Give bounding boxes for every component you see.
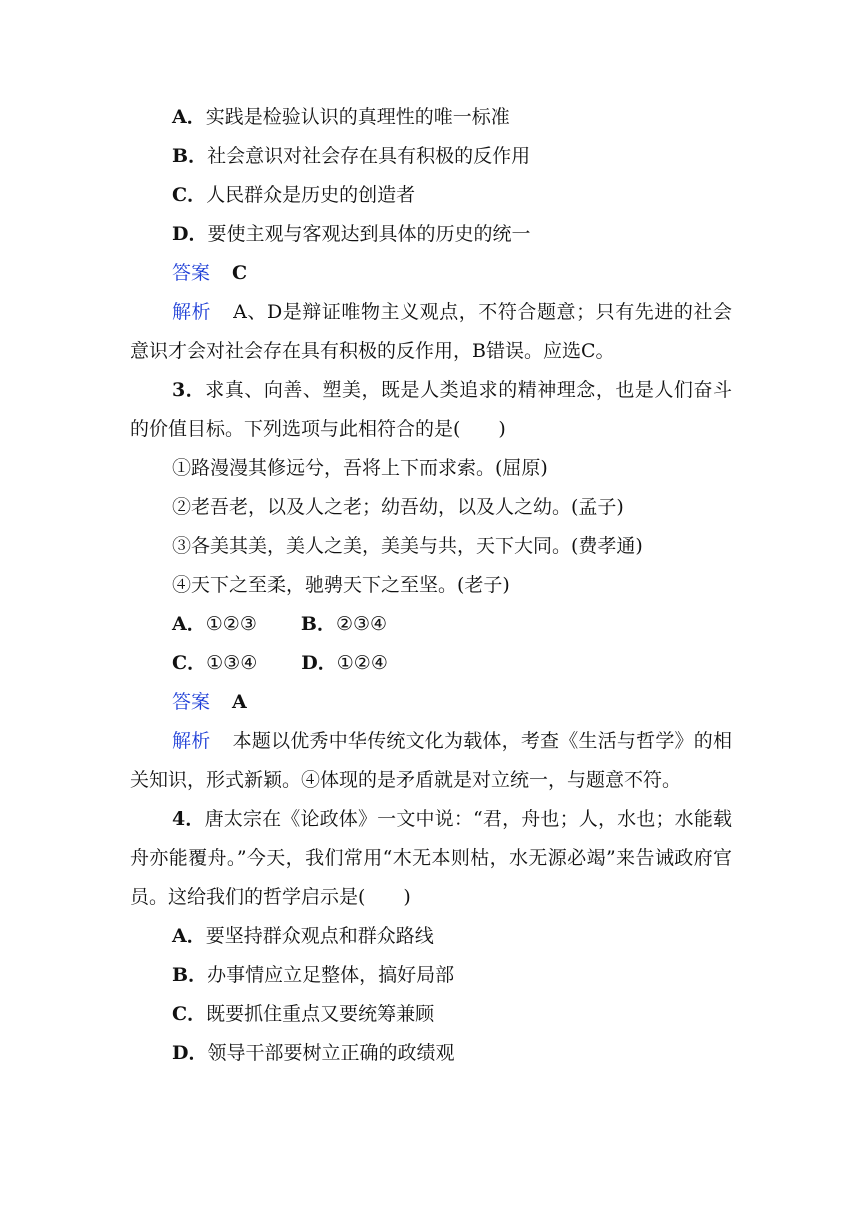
option-letter: A <box>172 925 187 947</box>
q2-option-a: A．实践是检验认识的真理性的唯一标准 <box>172 106 510 128</box>
option-letter: C <box>172 184 188 206</box>
analysis-label: 解析 <box>172 301 212 323</box>
option-letter: D <box>172 1042 189 1064</box>
option-letter: C <box>172 1003 188 1025</box>
answer-value: C <box>232 262 248 284</box>
q3-item-1: ①路漫漫其修远兮，吾将上下而求索。(屈原) <box>172 457 548 479</box>
question-number: 4 <box>172 808 186 830</box>
option-text: 社会意识对社会存在具有积极的反作用 <box>207 145 531 167</box>
q3-options-row-1: A．①②③ B．②③④ <box>172 613 388 635</box>
option-letter: B <box>172 964 189 986</box>
option-text: 既要抓住重点又要统筹兼顾 <box>206 1003 435 1025</box>
q4-option-c: C．既要抓住重点又要统筹兼顾 <box>172 1003 435 1025</box>
option-text: 要使主观与客观达到具体的历史的统一 <box>207 223 531 245</box>
option-letter: B <box>172 145 189 167</box>
option-text: 实践是检验认识的真理性的唯一标准 <box>205 106 510 128</box>
q4-option-b: B．办事情应立足整体，搞好局部 <box>172 964 455 986</box>
q3-item-2: ②老吾老，以及人之老；幼吾幼，以及人之幼。(孟子) <box>172 496 624 518</box>
question-stem: 求真、向善、塑美，既是人类追求的精神理念，也是人们奋斗的价值目标。下列选项与此相符合的是( ) <box>130 379 732 440</box>
q2-option-c: C．人民群众是历史的创造者 <box>172 184 416 206</box>
q3-item-3: ③各美其美，美人之美，美美与共，天下大同。(费孝通) <box>172 535 643 557</box>
answer-label: 答案 <box>172 262 211 284</box>
option-text: ①③④ <box>206 652 258 674</box>
q4-stem: 4．唐太宗在《论政体》一文中说：“君，舟也；人，水也；水能载舟亦能覆舟。”今天，我们常用“木无本则枯，水无源必竭”来告诫政府官员。这给我们的哲学启示是( ) <box>130 808 732 908</box>
answer-value: A <box>232 691 247 713</box>
option-letter: A <box>172 613 187 635</box>
option-letter: D <box>301 652 318 674</box>
q3-answer <box>130 683 732 722</box>
q3-analysis <box>130 722 732 800</box>
q2-analysis <box>130 293 732 371</box>
option-letter: C <box>172 652 188 674</box>
answer-label: 答案 <box>172 691 211 713</box>
analysis-label: 解析 <box>172 730 211 752</box>
q4-option-d: D．领导干部要树立正确的政绩观 <box>172 1042 455 1064</box>
option-text: 要坚持群众观点和群众路线 <box>205 925 434 947</box>
question-number: 3 <box>172 379 186 401</box>
option-text: 领导干部要树立正确的政绩观 <box>207 1042 455 1064</box>
question-stem: 唐太宗在《论政体》一文中说：“君，舟也；人，水也；水能载舟亦能覆舟。”今天，我们常用“木无本则枯，水无源必竭”来告诫政府官员。这给我们的哲学启示是( ) <box>130 808 732 908</box>
option-text: 人民群众是历史的创造者 <box>206 184 416 206</box>
q2-option-b: B．社会意识对社会存在具有积极的反作用 <box>172 145 531 167</box>
q2-option-d: D．要使主观与客观达到具体的历史的统一 <box>172 223 531 245</box>
option-letter: B <box>300 613 317 635</box>
q3-stem: 3．求真、向善、塑美，既是人类追求的精神理念，也是人们奋斗的价值目标。下列选项与此相符合的是( ) <box>130 379 732 440</box>
document-content <box>130 98 732 1073</box>
analysis-text: A、D是辩证唯物主义观点，不符合题意；只有先进的社会意识才会对社会存在具有积极的反作用，B错误。应选C。 <box>130 301 732 362</box>
option-text: ①②④ <box>336 652 388 674</box>
q2-answer <box>130 254 732 293</box>
q4-option-a: A．要坚持群众观点和群众路线 <box>172 925 434 947</box>
option-letter: D <box>172 223 189 245</box>
option-text: ①②③ <box>205 613 257 635</box>
analysis-text: 本题以优秀中华传统文化为载体，考查《生活与哲学》的相关知识，形式新颖。④体现的是矛盾就是对立统一，与题意不符。 <box>130 730 732 791</box>
option-text: 办事情应立足整体，搞好局部 <box>207 964 455 986</box>
q3-item-4: ④天下之至柔，驰骋天下之至坚。(老子) <box>172 574 510 596</box>
option-text: ②③④ <box>335 613 388 635</box>
option-letter: A <box>172 106 187 128</box>
q3-options-row-2: C．①③④ D．①②④ <box>172 652 388 674</box>
